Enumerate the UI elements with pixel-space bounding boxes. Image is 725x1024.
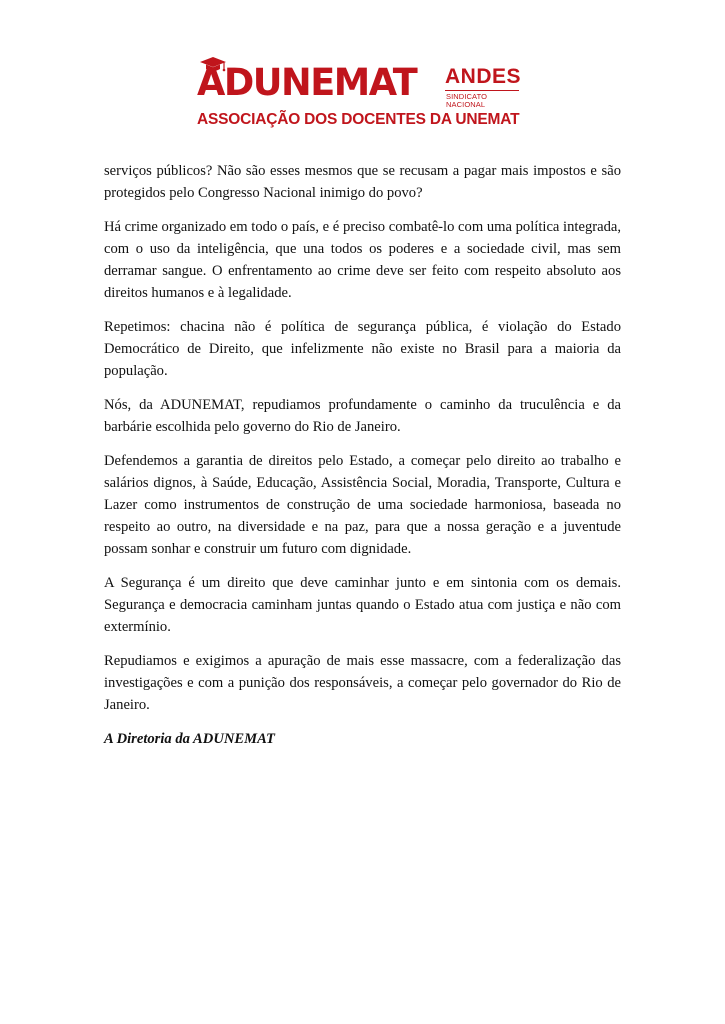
adunemat-logo <box>195 56 525 132</box>
andes-wordmark: ANDES <box>445 65 522 88</box>
paragraph: Repetimos: chacina não é política de segurança pública, é violação do Estado Democrático de Direito, que infelizmente não existe no Brasil para a maioria da população. <box>104 319 621 379</box>
document-body <box>104 160 621 762</box>
logo-tagline: ASSOCIAÇÃO DOS DOCENTES DA UNEMAT <box>197 111 520 128</box>
paragraph: Há crime organizado em todo o país, e é preciso combatê-lo com uma política integrada, com o uso da inteligência, que una todos os poderes e a sociedade civil, mas sem derramar sangue. O enfrentamento ao crime deve ser feito com respeito absoluto aos direitos humanos e à legalidade. <box>104 219 621 301</box>
paragraph: Defendemos a garantia de direitos pelo Estado, a começar pelo direito ao trabalho e salários dignos, à Saúde, Educação, Assistência Social, Moradia, Transporte, Cultura e Lazer como instrumentos de construção de uma sociedade harmoniosa, baseada no respeito ao outro, na diversidade e na paz, para que a nossa geração e a juventude possam sonhar e construir um futuro com dignidade. <box>104 453 621 557</box>
paragraph: A Segurança é um direito que deve caminhar junto e em sintonia com os demais. Segurança e democracia caminham juntas quando o Estado atua com justiça e não com extermínio. <box>104 575 621 635</box>
paragraph: serviços públicos? Não são esses mesmos que se recusam a pagar mais impostos e são protegidos pelo Congresso Nacional inimigo do povo? <box>104 163 621 201</box>
andes-subtitle: SINDICATO NACIONAL <box>446 92 488 109</box>
andes-divider <box>445 90 519 91</box>
signature: A Diretoria da ADUNEMAT <box>104 731 275 747</box>
logo-wordmark: ADUNEMAT <box>197 61 417 104</box>
paragraph: Repudiamos e exigimos a apuração de mais esse massacre, com a federalização das investigações e com a punição dos responsáveis, a começar pelo governador do Rio de Janeiro. <box>104 653 621 713</box>
paragraph: Nós, da ADUNEMAT, repudiamos profundamente o caminho da truculência e da barbárie escolhida pelo governo do Rio de Janeiro. <box>104 397 621 435</box>
